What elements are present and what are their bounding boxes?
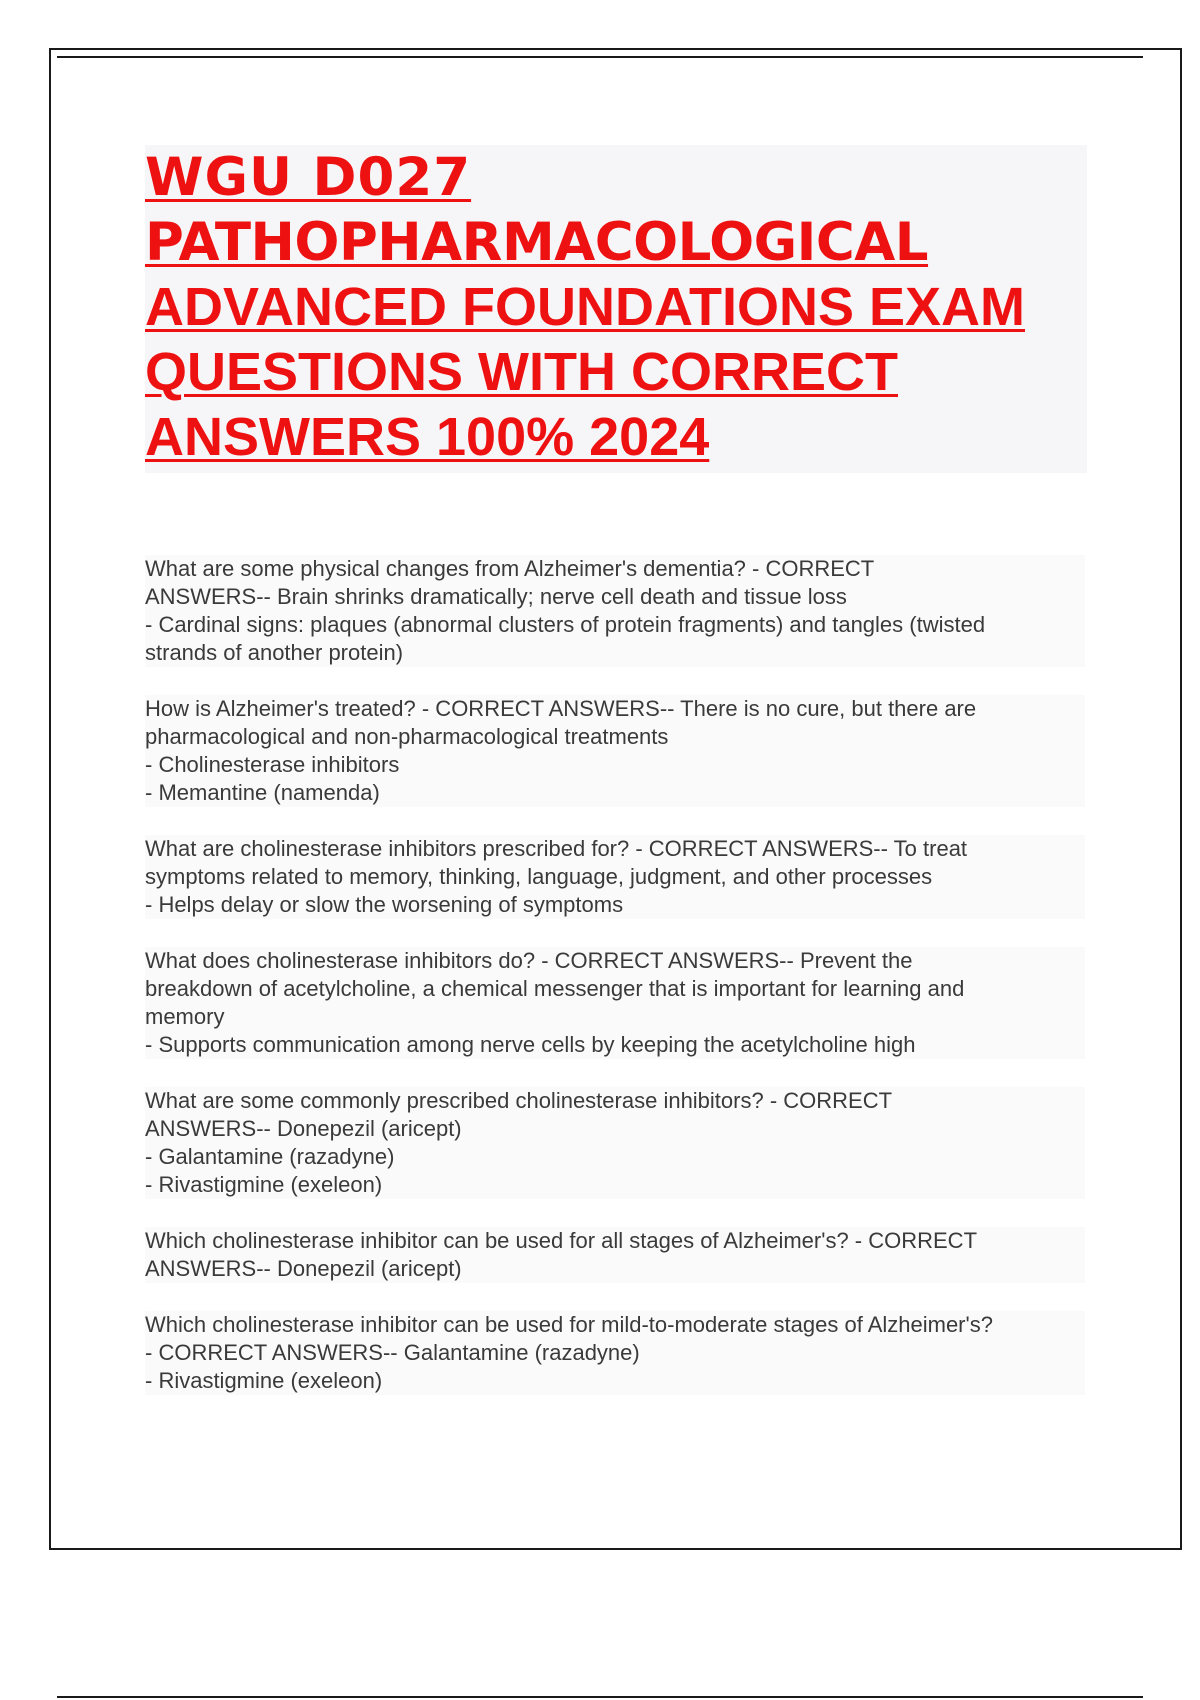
qa-line: What does cholinesterase inhibitors do? - CORRECT ANSWERS-- Prevent the [145, 948, 913, 973]
qa-line: pharmacological and non-pharmacological treatments [145, 724, 669, 749]
qa-line: breakdown of acetylcholine, a chemical messenger that is important for learning and [145, 976, 965, 1001]
qa-line: - Rivastigmine (exeleon) [145, 1368, 383, 1393]
qa-line: - Helps delay or slow the worsening of symptoms [145, 892, 624, 917]
qa-line: Which cholinesterase inhibitor can be used for mild-to-moderate stages of Alzheimer's? [145, 1312, 993, 1337]
document-title [145, 145, 1087, 473]
qa-line: - CORRECT ANSWERS-- Galantamine (razadyne) [145, 1340, 640, 1365]
title-line-5: ANSWERS 100% 2024 [145, 407, 710, 467]
qa-item [145, 1311, 1085, 1395]
qa-line: ANSWERS-- Donepezil (aricept) [145, 1116, 462, 1141]
qa-line: - Galantamine (razadyne) [145, 1144, 395, 1169]
qa-line: - Memantine (namenda) [145, 780, 380, 805]
qa-item [145, 835, 1085, 919]
qa-line: What are some commonly prescribed cholinesterase inhibitors? - CORRECT [145, 1088, 893, 1113]
qa-line: - Cholinesterase inhibitors [145, 752, 400, 777]
qa-line: - Rivastigmine (exeleon) [145, 1172, 383, 1197]
qa-line: - Cardinal signs: plaques (abnormal clusters of protein fragments) and tangles (twisted [145, 612, 986, 637]
qa-line: How is Alzheimer's treated? - CORRECT ANSWERS-- There is no cure, but there are [145, 696, 977, 721]
qa-line: Which cholinesterase inhibitor can be used for all stages of Alzheimer's? - CORRECT [145, 1228, 978, 1253]
title-line-3: ADVANCED FOUNDATIONS EXAM [145, 277, 1026, 337]
qa-line: ANSWERS-- Brain shrinks dramatically; nerve cell death and tissue loss [145, 584, 847, 609]
qa-line: - Supports communication among nerve cells by keeping the acetylcholine high [145, 1032, 916, 1057]
qa-line: memory [145, 1004, 225, 1029]
qa-list [145, 555, 1085, 1423]
qa-line: ANSWERS-- Donepezil (aricept) [145, 1256, 462, 1281]
qa-item [145, 555, 1085, 667]
qa-item [145, 695, 1085, 807]
title-line-1: WGU D027 [145, 147, 472, 208]
qa-item [145, 947, 1085, 1059]
top-rule [57, 56, 1143, 58]
title-line-2: PATHOPHARMACOLOGICAL [145, 212, 929, 273]
qa-line: strands of another protein) [145, 640, 404, 665]
title-line-4: QUESTIONS WITH CORRECT [145, 342, 898, 402]
qa-line: What are cholinesterase inhibitors prescribed for? - CORRECT ANSWERS-- To treat [145, 836, 968, 861]
qa-line: What are some physical changes from Alzheimer's dementia? - CORRECT [145, 556, 875, 581]
qa-item [145, 1087, 1085, 1199]
qa-line: symptoms related to memory, thinking, language, judgment, and other processes [145, 864, 933, 889]
qa-item [145, 1227, 1085, 1283]
bottom-rule [57, 1696, 1143, 1698]
